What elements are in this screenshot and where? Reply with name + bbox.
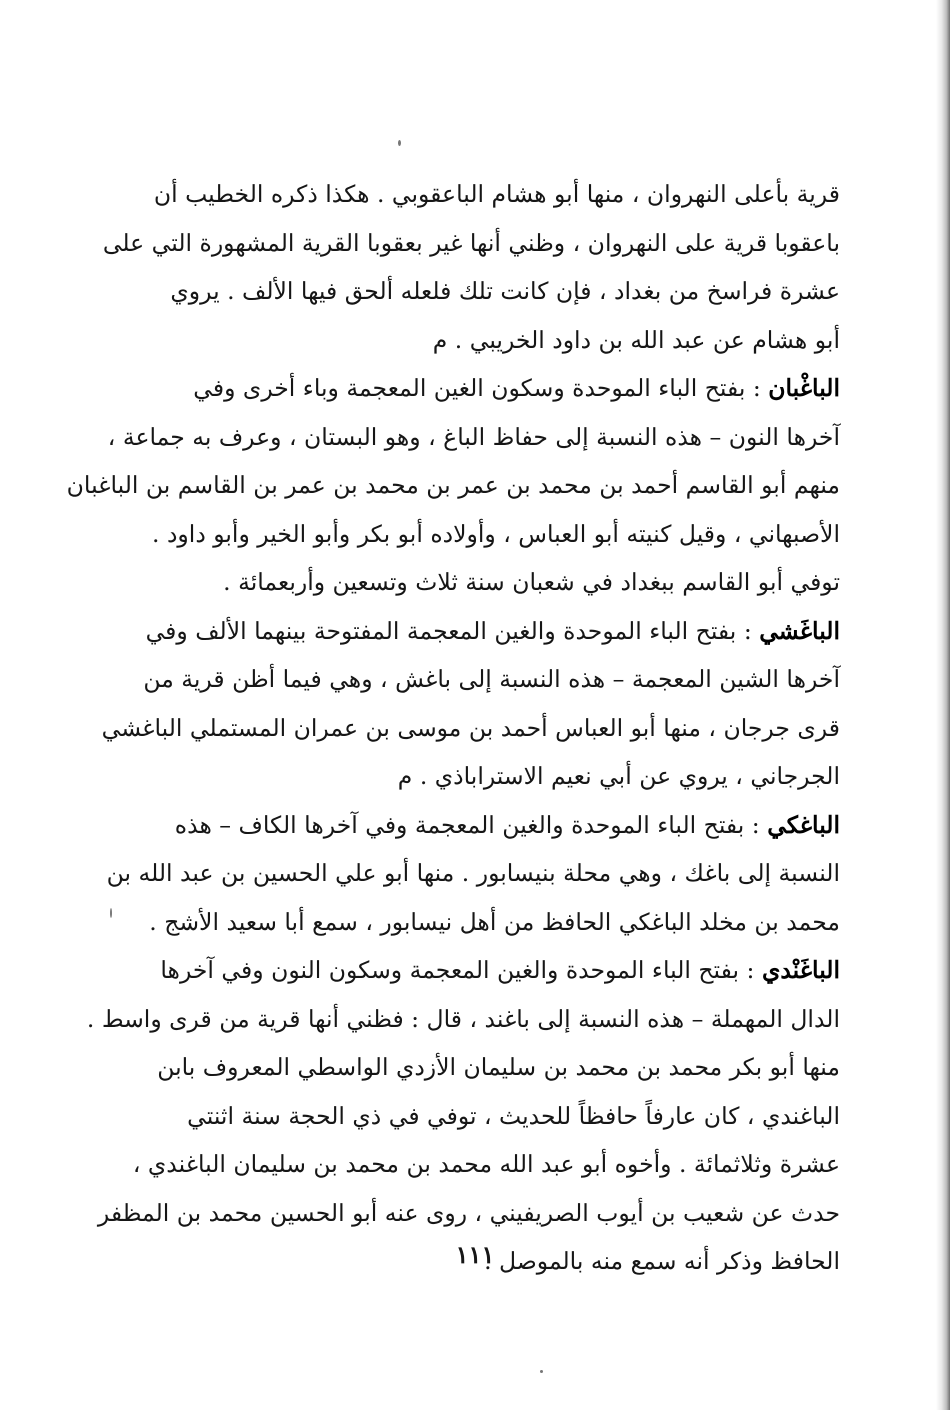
scan-edge-shadow	[936, 0, 950, 1410]
entry-first-line	[160, 946, 840, 995]
text-line: عشرة فراسخ من بغداد ، فإن كانت تلك فلعله ألحق فيها الألف . يروي	[170, 277, 840, 305]
text-line: عشرة وثلاثمائة . وأخوه أبو عبد الله محمد بن محمد بن سليمان الباغندي ،	[132, 1150, 840, 1178]
entry-headword: الباغَنْدي	[761, 956, 840, 984]
text-line: باعقوبا قرية على النهروان ، وظني أنها غير بعقوبا القرية المشهورة التي على	[102, 228, 840, 257]
text-line: الأصبهاني ، وقيل كنيته أبو العباس ، وأولاده أبو بكر وأبو الخير وأبو داود .	[152, 519, 840, 548]
text-line: الدال المهملة – هذه النسبة إلى باغند ، قال : فظني أنها قرية من قرى واسط .	[86, 1004, 840, 1033]
dust-speck	[398, 140, 401, 146]
entry-headword: الباغكي	[767, 810, 840, 839]
text-line: توفي أبو القاسم ببغداد في شعبان سنة ثلاث وتسعين وأربعمائة .	[223, 568, 840, 596]
text-line: أبو هشام عن عبد الله بن داود الخريبي . م	[432, 325, 840, 354]
text-line: الجرجاني ، يروي عن أبي نعيم الاستراباذي . م	[397, 762, 840, 790]
entry-first-line	[145, 607, 840, 656]
page-body	[66, 170, 840, 1286]
text-line: النسبة إلى باغك ، وهي محلة بنيسابور . منها أبو علي الحسين بن عبد الله بن	[106, 859, 840, 887]
text-line: قرية بأعلى النهروان ، منها أبو هشام الباعقوبي . هكذا ذكره الخطيب أن	[153, 180, 840, 208]
entry-definition-start: : بفتح الباء الموحدة والغين المعجمة وفي آخرها الكاف – هذه	[174, 810, 768, 839]
text-line: قرى جرجان ، منها أبو العباس أحمد بن موسى بن عمران المستملي الباغشي	[101, 713, 840, 742]
text-line: محمد بن مخلد الباغكي الحافظ من أهل نيسابور ، سمع أبا سعيد الأشج .	[149, 907, 840, 936]
entry-headword: الباغْبان	[768, 374, 840, 402]
entry-first-line	[160, 364, 840, 413]
entry-definition-start: : بفتح الباء الموحدة والغين المعجمة المفتوحة بينهما الألف وفي	[145, 616, 760, 645]
entry-headword: الباغَشي	[759, 616, 840, 645]
text-line: آخرها الشين المعجمة – هذه النسبة إلى باغش ، وهي فيما أظن قرية من	[143, 665, 840, 693]
entry-definition-start: : بفتح الباء الموحدة والغين المعجمة وسكون النون وفي آخرها	[160, 956, 762, 984]
dust-speck	[110, 908, 112, 918]
entry-first-line	[160, 801, 840, 850]
text-line: الباغندي ، كان عارفاً حافظاً للحديث ، توفي في ذي الحجة سنة اثنتي	[187, 1101, 840, 1130]
entry-definition-start: : بفتح الباء الموحدة وسكون الغين المعجمة وباء أخرى وفي	[193, 374, 769, 402]
text-line: منها أبو بكر محمد بن محمد بن سليمان الأزدي الواسطي المعروف بابن	[157, 1053, 840, 1081]
dust-speck	[540, 1370, 543, 1373]
text-line: حدث عن شعيب بن أيوب الصريفيني ، روى عنه أبو الحسين محمد بن المظفر	[97, 1198, 840, 1227]
page-number: ١١١	[455, 1240, 495, 1269]
text-line: آخرها النون – هذه النسبة إلى حفاظ الباغ ، وهو البستان ، وعرف به جماعة ،	[107, 422, 840, 451]
text-line: الحافظ وذكر أنه سمع منه بالموصل .	[484, 1247, 840, 1275]
text-line: منهم أبو القاسم أحمد بن محمد بن عمر بن محمد بن عمر بن القاسم بن الباغبان	[66, 471, 840, 499]
